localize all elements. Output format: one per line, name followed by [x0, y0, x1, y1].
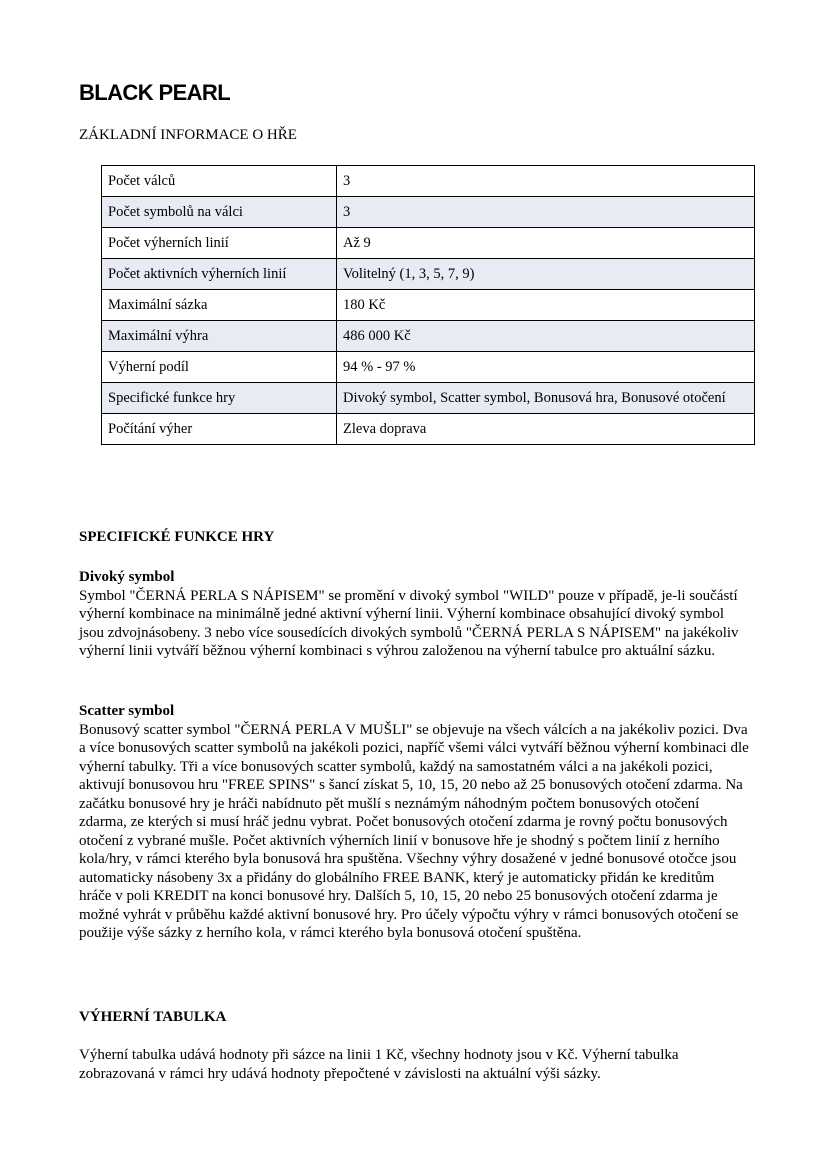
table-row [102, 414, 755, 445]
table-value: 3 [337, 197, 755, 228]
table-key: Počet válců [102, 166, 337, 197]
table-row [102, 383, 755, 414]
wild-title: Divoký symbol [79, 569, 175, 585]
table-row [102, 228, 755, 259]
table-key: Počet aktivních výherních linií [102, 259, 337, 290]
table-row [102, 352, 755, 383]
paytable-text: Výherní tabulka udává hodnoty při sázce na linii 1 Kč, všechny hodnoty jsou v Kč. Výherní tabulka zobrazovaná v rámci hry udává hodnoty přepočtené v závislosti na aktuální výši sázky. [79, 1047, 679, 1082]
table-key: Maximální výhra [102, 321, 337, 352]
table-value: 180 Kč [337, 290, 755, 321]
features-heading: SPECIFICKÉ FUNKCE HRY [79, 529, 275, 545]
table-row [102, 321, 755, 352]
table-value: 3 [337, 166, 755, 197]
wild-text: Symbol "ČERNÁ PERLA S NÁPISEM" se promění v divoký symbol "WILD" pouze v případě, je-li součástí výherní kombinace na minimálně jedné aktivní výherní linii. Výherní kombinace obsahující divoký symbol jsou zdvojnásobeny. 3 nebo více sousedících divokých symbolů "ČERNÁ PERLA S NÁPISEM" na jakékoliv výherní linii vytváří běžnou výherní kombinaci s výhrou založenou na výherní tabulce pro aktuální sázku. [79, 587, 739, 659]
table-key: Specifické funkce hry [102, 383, 337, 414]
table-value: Divoký symbol, Scatter symbol, Bonusová hra, Bonusové otočení [337, 383, 755, 414]
table-key: Počítání výher [102, 414, 337, 445]
scatter-section [79, 702, 749, 943]
table-row [102, 290, 755, 321]
document-title: BLACK PEARL [79, 80, 231, 105]
section-subtitle: ZÁKLADNÍ INFORMACE O HŘE [79, 127, 297, 143]
table-value: 94 % - 97 % [337, 352, 755, 383]
scatter-title: Scatter symbol [79, 703, 175, 719]
table-key: Počet výherních linií [102, 228, 337, 259]
scatter-text: Bonusový scatter symbol "ČERNÁ PERLA V MUŠLI" se objevuje na všech válcích a na jakékoliv pozici. Dva a více bonusových scatter symbolů na jakékoli pozici, napříč všemi válci vytváří běžnou výherní kombinaci dle výherní tabulky. Tři a více bonusových scatter symbolů, každý na samostatném válci a na jakékoli pozici, aktivují bonusovou hru "FREE SPINS" s šancí získat 5, 10, 15, 20 nebo až 25 bonusových otočení zdarma. Na začátku bonusové hry je hráči nabídnuto pět mušlí s neznámým náhodným počtem bonusových otočení zdarma, ze kterých si musí hráč jednu vybrat. Počet bonusových otočení zdarma je rovný počtu bonusových otočení z vybrané mušle. Počet aktivních výherních linií v bonusove hře je shodný s počtem linií z herního kola/hry, v rámci kterého byla bonusová hra spuštěna. Všechny výhry dosažené v jedné bonusové otočce jsou automaticky násobeny 3x a přidány do globálního FREE BANK, který je automaticky přidán ke kreditům hráče v poli KREDIT na konci bonusové hry. Dalších 5, 10, 15, 20 nebo 25 bonusových otočení zdarma je možné vyhrát v průběhu každé aktivní bonusové hry. Pro účely výpočtu výhry v rámci bonusových otočení se použije výše sázky z herního kola, v rámci kterého byla bonusová otočení spuštěna. [79, 721, 749, 941]
game-info-table [101, 165, 755, 445]
table-row [102, 197, 755, 228]
table-key: Výherní podíl [102, 352, 337, 383]
table-value: Volitelný (1, 3, 5, 7, 9) [337, 259, 755, 290]
table-row [102, 259, 755, 290]
table-value: Až 9 [337, 228, 755, 259]
table-row [102, 166, 755, 197]
table-value: 486 000 Kč [337, 321, 755, 352]
table-key: Maximální sázka [102, 290, 337, 321]
paytable-heading: VÝHERNÍ TABULKA [79, 1009, 227, 1025]
table-key: Počet symbolů na válci [102, 197, 337, 228]
wild-section [79, 568, 749, 661]
table-value: Zleva doprava [337, 414, 755, 445]
